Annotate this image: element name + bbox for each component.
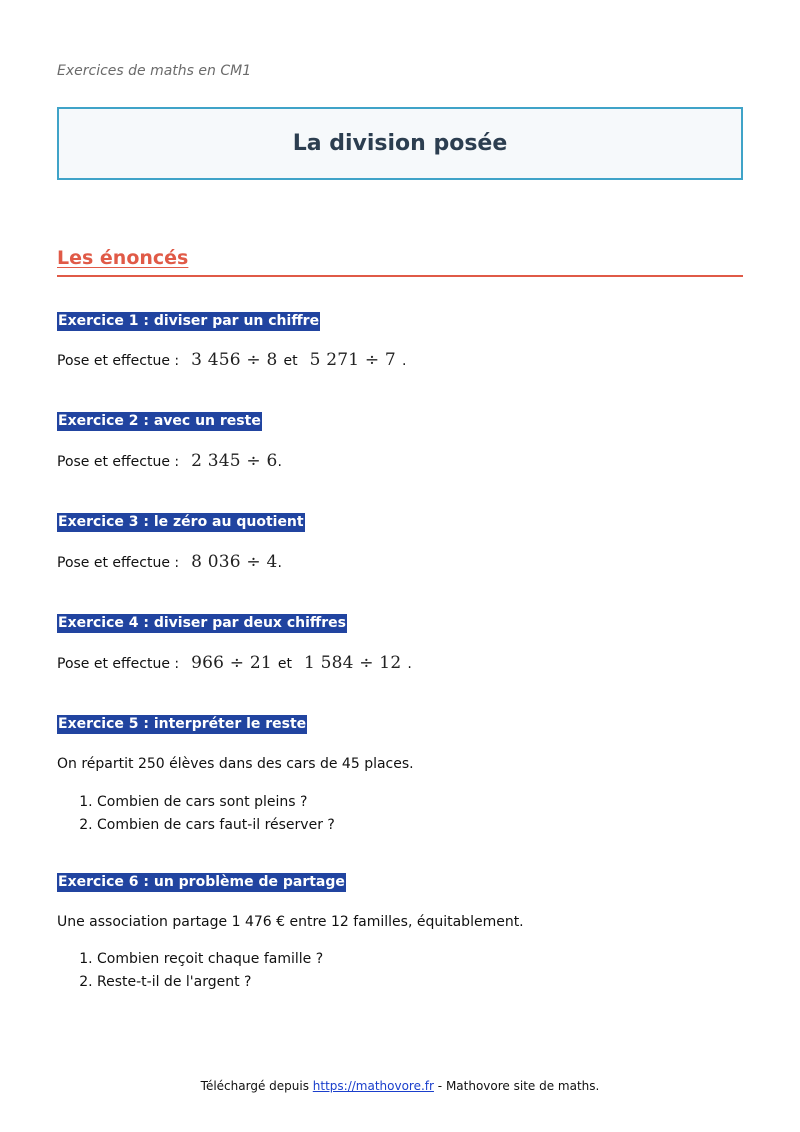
exercise-3-math-1: 8 036 ÷ 4 — [191, 552, 278, 572]
exercise-5-heading: Exercice 5 : interpréter le reste — [58, 716, 307, 732]
page-footer — [0, 1079, 800, 1093]
exercise-4-math-1: 966 ÷ 21 — [191, 653, 272, 673]
exercise-3-prompt: Pose et effectue : — [57, 555, 180, 571]
exercise-2-math-1: 2 345 ÷ 6 — [191, 451, 278, 471]
exercise-3-line — [57, 552, 282, 573]
footer-link[interactable]: https://mathovore.fr — [312, 1079, 434, 1093]
exercise-2-line — [57, 451, 282, 472]
exercise-6-statement: Une association partage 1 476 € entre 12 familles, équitablement. — [57, 914, 524, 930]
exercise-1-math-1: 3 456 ÷ 8 — [191, 350, 278, 370]
exercise-4-connector: et — [277, 656, 292, 672]
page-title: La division posée — [292, 131, 508, 156]
exercise-1-line — [57, 350, 406, 371]
exercise-1-heading: Exercice 1 : diviser par un chiffre — [58, 313, 320, 329]
exercise-1-prompt: Pose et effectue : — [57, 353, 180, 369]
list-item: 2. Reste-t-il de l'argent ? — [97, 971, 323, 994]
exercise-3-heading: Exercice 3 : le zéro au quotient — [58, 514, 304, 530]
section-title: Les énoncés — [57, 247, 189, 269]
exercise-4-heading: Exercice 4 : diviser par deux chiffres — [58, 615, 346, 631]
list-item: 2. Combien de cars faut-il réserver ? — [97, 814, 335, 837]
exercise-4-math-2: 1 584 ÷ 12 — [303, 653, 402, 673]
exercise-4-line — [57, 653, 412, 674]
exercise-6-questions — [57, 948, 323, 994]
footer-suffix: - Mathovore site de maths. — [437, 1079, 600, 1093]
page-subtitle: Exercices de maths en CM1 — [57, 63, 252, 79]
exercise-3-end: . — [277, 555, 282, 571]
exercise-5-statement: On répartit 250 élèves dans des cars de 45 places. — [57, 756, 414, 772]
exercise-4-end: . — [407, 656, 412, 672]
exercise-1-math-2: 5 271 ÷ 7 — [309, 350, 396, 370]
exercise-4-prompt: Pose et effectue : — [57, 656, 180, 672]
exercise-2-heading: Exercice 2 : avec un reste — [58, 413, 261, 429]
list-item: 1. Combien reçoit chaque famille ? — [97, 948, 323, 971]
list-item: 1. Combien de cars sont pleins ? — [97, 791, 335, 814]
title-box — [57, 107, 743, 180]
exercise-2-end: . — [277, 454, 282, 470]
section-header — [57, 246, 743, 277]
exercise-6-heading: Exercice 6 : un problème de partage — [58, 874, 345, 890]
exercise-2-prompt: Pose et effectue : — [57, 454, 180, 470]
footer-prefix: Téléchargé depuis — [200, 1079, 309, 1093]
exercise-1-connector: et — [283, 353, 298, 369]
exercise-5-questions — [57, 791, 335, 837]
exercise-1-end: . — [401, 353, 407, 369]
